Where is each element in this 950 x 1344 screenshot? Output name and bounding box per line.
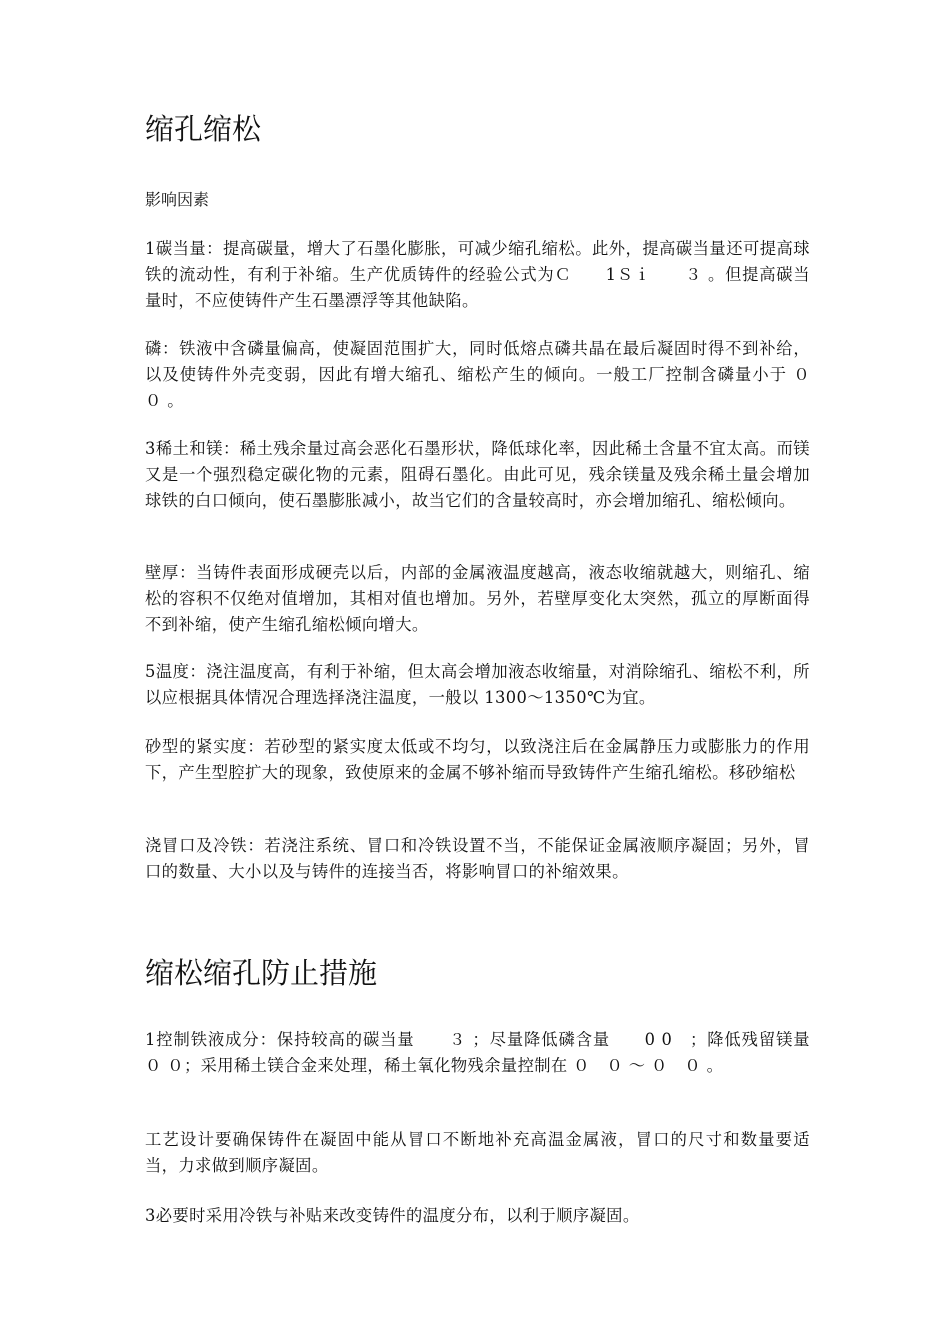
paragraph-chills-padding: 3必要时采用冷铁与补贴来改变铸件的温度分布，以利于顺序凝固。 (145, 1206, 640, 1225)
paragraph-carbon-equivalent: 1碳当量：提高碳量，增大了石墨化膨胀，可减少缩孔缩松。此外，提高碳当量还可提高球铁的流动性，有利于补缩。生产优质铸件的经验公式为Ｃ 1Ｓｉ ３ 。但提高碳当量时，不应使铸件产生石墨漂浮等其他缺陷。 (145, 239, 810, 310)
paragraph-phosphorus: 磷：铁液中含磷量偏高，使凝固范围扩大，同时低熔点磷共晶在最后凝固时得不到补给，以及使铸件外壳变弱，因此有增大缩孔、缩松产生的倾向。一般工厂控制含磷量小于 ０ ０ 。 (145, 339, 827, 410)
subheading-influencing-factors: 影响因素 (145, 190, 210, 209)
paragraph-risers-chills: 浇冒口及冷铁：若浇注系统、冒口和冷铁设置不当，不能保证金属液顺序凝固；另外，冒口的数量、大小以及与铸件的连接当否，将影响冒口的补缩效果。 (145, 836, 810, 881)
paragraph-sand-compactness: 砂型的紧实度：若砂型的紧实度太低或不均匀，以致浇注后在金属静压力或膨胀力的作用下，产生型腔扩大的现象，致使原来的金属不够补缩而导致铸件产生缩孔缩松。移砂缩松 (145, 737, 810, 782)
paragraph-wall-thickness: 壁厚：当铸件表面形成硬壳以后，内部的金属液温度越高，液态收缩就越大，则缩孔、缩松的容积不仅绝对值增加，其相对值也增加。另外，若壁厚变化太突然，孤立的厚断面得不到补缩，使产生缩孔缩松倾向增大。 (145, 563, 810, 634)
paragraph-temperature: 5温度：浇注温度高，有利于补缩，但太高会增加液态收缩量，对消除缩孔、缩松不利，所以应根据具体情况合理选择浇注温度，一般以 1300～1350℃为宜。 (145, 662, 810, 707)
paragraph-process-design: 工艺设计要确保铸件在凝固中能从冒口不断地补充高温金属液，冒口的尺寸和数量要适当，力求做到顺序凝固。 (145, 1130, 810, 1175)
section-title-prevention: 缩松缩孔防止措施 (145, 956, 378, 990)
section-title-shrinkage: 缩孔缩松 (145, 112, 262, 146)
paragraph-rare-earth-magnesium: 3稀土和镁：稀土残余量过高会恶化石墨形状，降低球化率，因此稀土含量不宜太高。而镁又是一个强烈稳定碳化物的元素，阻碍石墨化。由此可见，残余镁量及残余稀土量会增加球铁的白口倾向，使石墨膨胀减小，故当它们的含量较高时，亦会增加缩孔、缩松倾向。 (145, 439, 810, 510)
paragraph-control-composition: 1控制铁液成分：保持较高的碳当量 ３ ；尽量降低磷含量 0 0 ；降低残留镁量 ０ ０；采用稀土镁合金来处理，稀土氧化物残余量控制在 ０ ０ ～ ０ ０ 。 (145, 1030, 844, 1075)
